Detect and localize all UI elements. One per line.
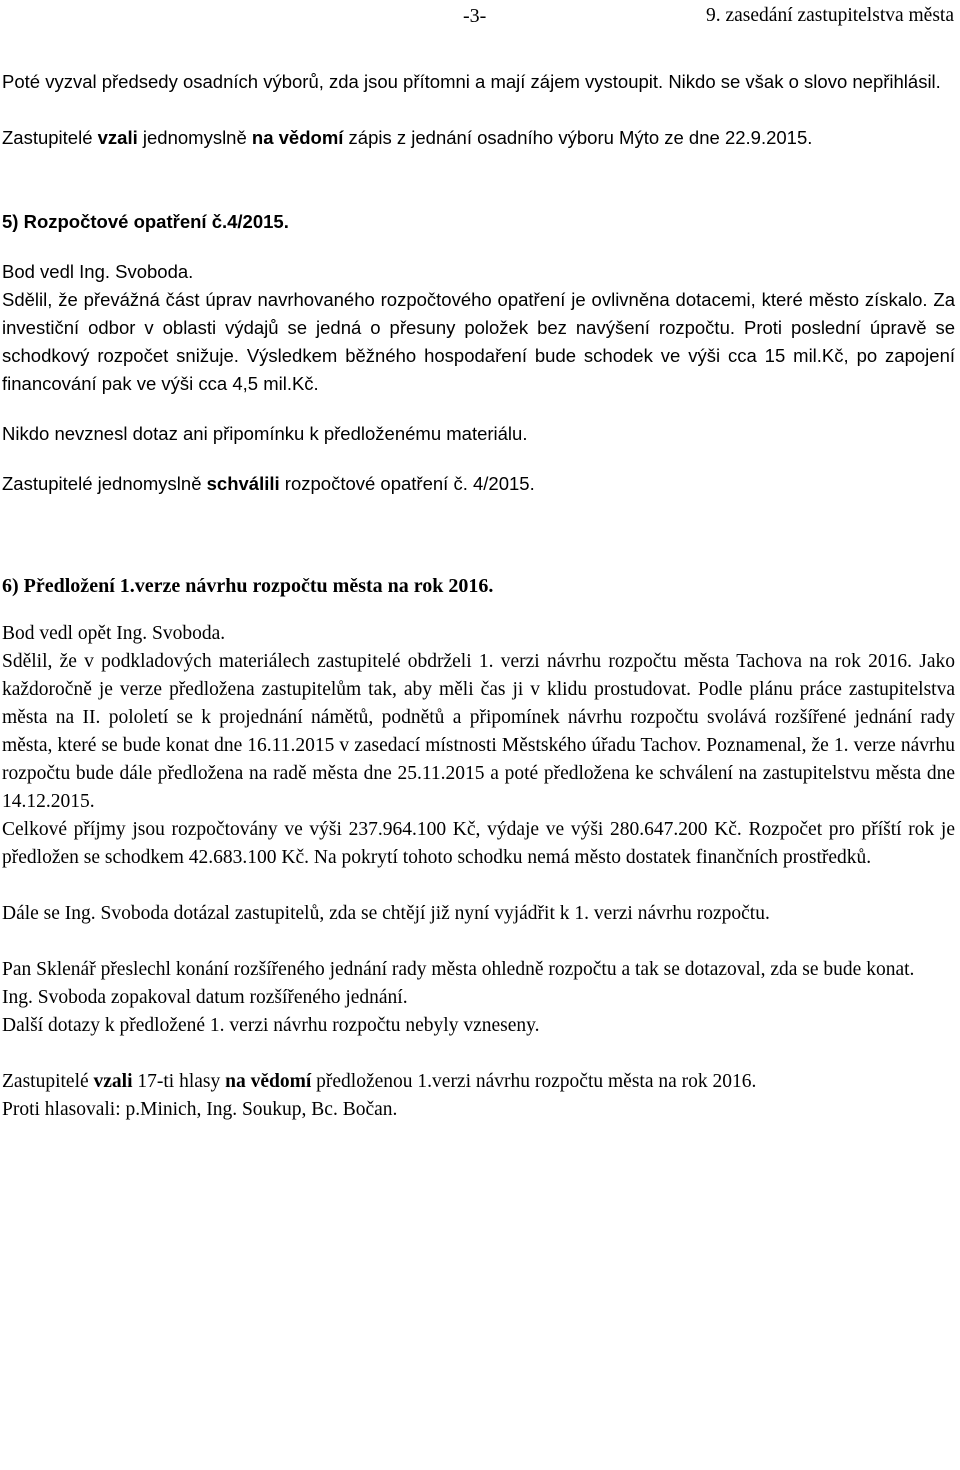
- text-run: Zastupitelé: [2, 127, 98, 148]
- section-5-body: Sdělil, že převážná část úprav navrhovaného rozpočtového opatření je ovlivněna dotacemi, které město získalo. Za investiční odbor v oblasti výdajů se jedná o přesuny položek bez navýšení rozpočtu. Proti poslední úpravě se schodkový rozpočet snižuje. Výsledkem běžného hospodaření bude schodek ve výši cca 15 mil.Kč, po zapojení financování pak ve výši cca 4,5 mil.Kč.: [2, 289, 955, 394]
- section-6-lead: Bod vedl opět Ing. Svoboda.: [2, 623, 226, 644]
- section-6-no-more: Další dotazy k předložené 1. verzi návrhu rozpočtu nebyly vzneseny.: [2, 1015, 540, 1036]
- text-run: Zastupitelé jednomyslně: [2, 473, 207, 494]
- paragraph-osadni-vybor-myto: [2, 124, 955, 152]
- page-number: -3-: [463, 5, 487, 27]
- bold-text: na vědomí: [225, 1071, 312, 1092]
- section-6-body-2: Celkové příjmy jsou rozpočtovány ve výši 237.964.100 Kč, výdaje ve výši 280.647.200 Kč. Rozpočet pro příští rok je předložen se schodkem 42.683.100 Kč. Na pokrytí tohoto schodku nemá město dostatek finančních prostředků.: [2, 819, 955, 868]
- section-5-resolution: [2, 470, 955, 498]
- page-header: [0, 2, 960, 32]
- text-run: 17-ti hlasy: [132, 1071, 226, 1092]
- document-body: [2, 68, 955, 1124]
- bold-text: na vědomí: [251, 127, 344, 148]
- section-5-lead: Bod vedl Ing. Svoboda.: [2, 261, 194, 282]
- text-run: jednomyslně: [137, 127, 252, 148]
- bold-text: vzali: [97, 127, 138, 148]
- section-6-resolution: [2, 1068, 955, 1096]
- text-run: zápis z jednání osadního výboru Mýto ze dne 22.9.2015.: [343, 127, 813, 148]
- bold-text: vzali: [93, 1071, 133, 1092]
- section-5-heading: 5) Rozpočtové opatření č.4/2015.: [2, 211, 289, 232]
- section-5-no-questions: Nikdo nevznesl dotaz ani připomínku k předloženému materiálu.: [2, 423, 528, 444]
- section-6-body-1: Sdělil, že v podkladových materiálech zastupitelé obdrželi 1. verzi návrhu rozpočtu města Tachova na rok 2016. Jako každoročně je verze předložena zastupitelům tak, aby měli čas ji v klidu prostudovat. Podle plánu práce zastupitelstva města na II. pololetí se k projednání námětů, podnětů a připomínek návrhu rozpočtu svolává rozšířené jednání rady města, které se bude konat dne 16.11.2015 v zasedací místnosti Městského úřadu Tachov. Poznamenal, že 1. verze návrhu rozpočtu bude dále předložena na radě města dne 25.11.2015 a poté předložena ke schválení na zastupitelstvu města dne 14.12.2015.: [2, 651, 955, 812]
- text-run: rozpočtové opatření č. 4/2015.: [279, 473, 535, 494]
- text-run: předloženou 1.verzi návrhu rozpočtu města na rok 2016.: [311, 1071, 757, 1092]
- bold-text: schválili: [206, 473, 280, 494]
- section-6-question: Dále se Ing. Svoboda dotázal zastupitelů, zda se chtějí již nyní vyjádřit k 1. verzi návrhu rozpočtu.: [2, 903, 770, 924]
- meeting-title: 9. zasedání zastupitelstva města: [706, 5, 954, 26]
- section-6-svoboda: Ing. Svoboda zopakoval datum rozšířeného jednání.: [2, 987, 408, 1008]
- section-6-heading: 6) Předložení 1.verze návrhu rozpočtu města na rok 2016.: [2, 575, 494, 597]
- text-run: Zastupitelé: [2, 1071, 94, 1092]
- paragraph-osadni-vybory: Poté vyzval předsedy osadních výborů, zda jsou přítomni a mají zájem vystoupit. Nikdo se však o slovo nepřihlásil.: [2, 71, 941, 92]
- section-6-against: Proti hlasovali: p.Minich, Ing. Soukup, Bc. Bočan.: [2, 1099, 398, 1120]
- section-6-sklenar: Pan Sklenář přeslechl konání rozšířeného jednání rady města ohledně rozpočtu a tak se dotazoval, zda se bude konat.: [2, 959, 915, 980]
